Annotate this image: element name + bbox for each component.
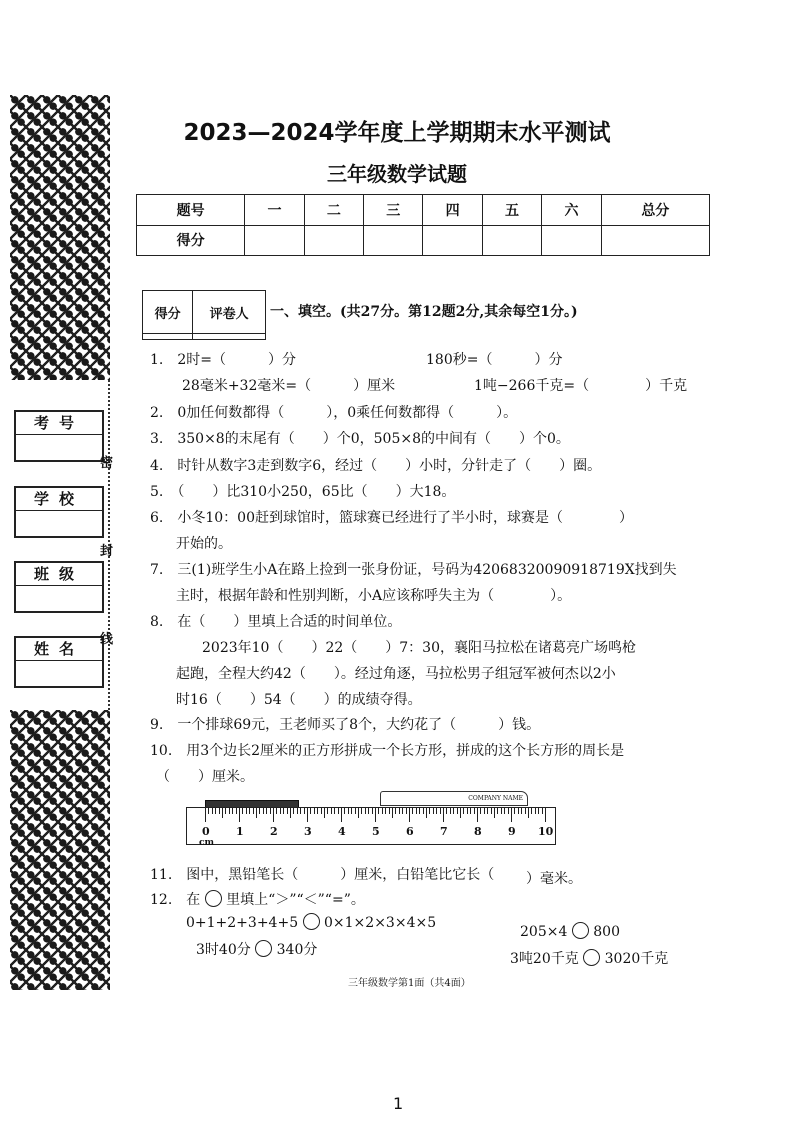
ruler-tick bbox=[263, 808, 264, 814]
ruler-tick bbox=[249, 808, 250, 814]
score-input-cell[interactable] bbox=[482, 225, 541, 256]
ruler-tick bbox=[487, 808, 488, 814]
ruler-tick bbox=[494, 808, 495, 818]
score-table-header-row bbox=[137, 195, 710, 226]
score-input-cell[interactable] bbox=[542, 225, 601, 256]
ruler-tick bbox=[351, 808, 352, 814]
ruler-tick bbox=[440, 808, 441, 814]
ruler-tick bbox=[542, 808, 543, 814]
ruler-tick bbox=[355, 808, 356, 814]
exam-number-label: 考号 bbox=[16, 412, 102, 435]
ruler-tick bbox=[480, 808, 481, 814]
ruler-tick bbox=[368, 808, 369, 814]
seal-char-mi: 密 bbox=[100, 456, 114, 471]
compare-4-right: 3020千克 bbox=[604, 951, 669, 967]
ruler-tick bbox=[508, 808, 509, 814]
seal-char-xian: 线 bbox=[100, 632, 114, 647]
compare-3 bbox=[196, 939, 317, 959]
ruler-tick bbox=[545, 808, 546, 822]
ruler-tick bbox=[287, 808, 288, 814]
score-table-cell: 一 bbox=[245, 195, 304, 226]
ruler-tick bbox=[484, 808, 485, 814]
binding-pattern-bottom bbox=[10, 710, 110, 990]
question-8a: 2023年10（ ）22（ ）7：30，襄阳马拉松在诸葛亮广场鸣枪 bbox=[202, 640, 636, 656]
grader-score-label: 得分 bbox=[143, 291, 193, 334]
ruler-tick bbox=[535, 808, 536, 814]
question-6b: 开始的。 bbox=[176, 536, 232, 552]
ruler-tick bbox=[531, 808, 532, 814]
score-input-cell[interactable] bbox=[364, 225, 423, 256]
ruler-tick bbox=[283, 808, 284, 814]
ruler-label: 1 bbox=[236, 825, 244, 838]
compare-4 bbox=[510, 948, 668, 968]
page-info: 三年级数学第1面（共4面） bbox=[348, 978, 471, 989]
ruler-tick bbox=[457, 808, 458, 814]
question-7a: 7. 三(1)班学生小A在路上捡到一张身份证，号码为42068320090918719X找到失 bbox=[150, 562, 677, 578]
question-8b: 起跑，全程大约42（ ）。经过角逐，马拉松男子组冠军被何杰以2小 bbox=[176, 666, 616, 682]
question-1a: 1. 2时=（ ）分 bbox=[150, 352, 296, 368]
ruler-tick bbox=[253, 808, 254, 814]
question-8c: 时16（ ）54（ ）的成绩夺得。 bbox=[176, 692, 422, 708]
question-12-prefix: 12. 在 bbox=[150, 892, 201, 908]
ruler-tick bbox=[273, 808, 274, 822]
grader-score-cell[interactable] bbox=[143, 334, 193, 340]
ruler-tick bbox=[477, 808, 478, 822]
compare-1 bbox=[186, 913, 436, 931]
score-table bbox=[136, 194, 710, 256]
ruler-tick bbox=[514, 808, 515, 814]
ruler-tick bbox=[382, 808, 383, 814]
ruler-tick bbox=[378, 808, 379, 814]
name-label: 姓名 bbox=[16, 638, 102, 661]
ruler-tick bbox=[348, 808, 349, 814]
ruler-label: 0 bbox=[202, 825, 210, 838]
ruler-tick bbox=[317, 808, 318, 814]
score-input-cell[interactable] bbox=[245, 225, 304, 256]
ruler-tick bbox=[321, 808, 322, 814]
ruler-tick bbox=[375, 808, 376, 822]
ruler-tick bbox=[385, 808, 386, 814]
pencil-brand-text: COMPANY NAME bbox=[468, 795, 523, 802]
compare-1-left: 0+1+2+3+4+5 bbox=[186, 915, 299, 931]
class-box[interactable] bbox=[14, 561, 104, 613]
compare-4-circle[interactable] bbox=[583, 949, 600, 966]
ruler-tick bbox=[239, 808, 240, 822]
score-input-cell[interactable] bbox=[423, 225, 482, 256]
score-table-cell: 四 bbox=[423, 195, 482, 226]
compare-3-circle[interactable] bbox=[255, 940, 272, 957]
ruler-tick bbox=[229, 808, 230, 814]
ruler-label: 3 bbox=[304, 825, 312, 838]
ruler-tick bbox=[416, 808, 417, 814]
question-10b: （ ）厘米。 bbox=[156, 769, 254, 785]
ruler-label: 2 bbox=[270, 825, 278, 838]
ruler-tick bbox=[331, 808, 332, 814]
ruler-tick bbox=[525, 808, 526, 814]
ruler-tick bbox=[338, 808, 339, 814]
compare-4-left: 3吨20千克 bbox=[510, 951, 579, 967]
exam-title: 2023—2024学年度上学期期末水平测试 bbox=[183, 120, 611, 146]
ruler-tick bbox=[450, 808, 451, 814]
ruler-tick bbox=[344, 808, 345, 814]
seal-char-feng: 封 bbox=[100, 544, 114, 559]
question-10a: 10. 用3个边长2厘米的正方形拼成一个长方形，拼成的这个长方形的周长是 bbox=[150, 743, 625, 759]
ruler-tick bbox=[310, 808, 311, 814]
ruler-label: 5 bbox=[372, 825, 380, 838]
ruler-tick bbox=[324, 808, 325, 818]
score-row-label: 得分 bbox=[137, 225, 245, 256]
ruler-tick bbox=[266, 808, 267, 814]
question-6a: 6. 小冬10：00赶到球馆时，篮球赛已经进行了半小时，球赛是（ ） bbox=[150, 510, 633, 526]
ruler-tick bbox=[443, 808, 444, 822]
school-box[interactable] bbox=[14, 486, 104, 538]
ruler-tick bbox=[423, 808, 424, 814]
ruler-tick bbox=[225, 808, 226, 814]
score-table-cell: 题号 bbox=[137, 195, 245, 226]
ruler-tick bbox=[446, 808, 447, 814]
ruler bbox=[186, 807, 556, 848]
question-5: 5. （ ）比310小250，65比（ ）大18。 bbox=[150, 484, 456, 500]
ruler-tick bbox=[208, 808, 209, 814]
question-12-suffix: 里填上“＞”“＜”“=”。 bbox=[226, 892, 365, 908]
ruler-tick bbox=[436, 808, 437, 814]
ruler-tick bbox=[538, 808, 539, 814]
ruler-tick bbox=[327, 808, 328, 814]
compare-3-left: 3时40分 bbox=[196, 942, 251, 958]
question-1c: 28毫米+32毫米=（ ）厘米 bbox=[182, 378, 396, 394]
ruler-tick bbox=[412, 808, 413, 814]
compare-1-right: 0×1×2×3×4×5 bbox=[324, 915, 437, 931]
question-7b: 主时，根据年龄和性别判断，小A应该称呼失主为（ ）。 bbox=[176, 588, 572, 604]
ruler-tick bbox=[395, 808, 396, 814]
ruler-tick bbox=[528, 808, 529, 818]
question-4: 4. 时针从数字3走到数字6，经过（ ）小时，分针走了（ ）圈。 bbox=[150, 458, 602, 474]
ruler-tick bbox=[205, 808, 206, 822]
ruler-unit-label: cm bbox=[199, 838, 215, 848]
ruler-tick bbox=[361, 808, 362, 814]
ruler-tick bbox=[402, 808, 403, 814]
ruler-tick bbox=[293, 808, 294, 814]
ruler-tick bbox=[521, 808, 522, 814]
ruler-tick bbox=[372, 808, 373, 814]
class-label: 班级 bbox=[16, 563, 102, 586]
score-table-cell: 总分 bbox=[601, 195, 709, 226]
ruler-tick bbox=[389, 808, 390, 814]
ruler-label: 6 bbox=[406, 825, 414, 838]
ruler-tick bbox=[504, 808, 505, 814]
section-heading: 一、填空。(共27分。第12题2分,其余每空1分。) bbox=[270, 304, 578, 320]
ruler-tick bbox=[290, 808, 291, 818]
compare-3-right: 340分 bbox=[276, 942, 318, 958]
ruler-tick bbox=[426, 808, 427, 818]
ruler-tick bbox=[300, 808, 301, 814]
ruler-tick bbox=[222, 808, 223, 818]
ruler-tick bbox=[463, 808, 464, 814]
ruler-tick bbox=[212, 808, 213, 814]
ruler-tick bbox=[236, 808, 237, 814]
compare-2 bbox=[520, 922, 620, 940]
question-2: 2. 0加任何数都得（ ），0乘任何数都得（ ）。 bbox=[150, 405, 518, 421]
ruler-tick bbox=[501, 808, 502, 814]
score-table-cell: 六 bbox=[542, 195, 601, 226]
ruler-label: 10 bbox=[538, 825, 554, 838]
white-pencil bbox=[380, 791, 528, 806]
grader-name-cell[interactable] bbox=[193, 334, 266, 340]
ruler-tick bbox=[304, 808, 305, 814]
ruler-tick bbox=[433, 808, 434, 814]
ruler-tick bbox=[497, 808, 498, 814]
ruler-tick bbox=[518, 808, 519, 814]
ruler-tick bbox=[242, 808, 243, 814]
score-table-cell: 二 bbox=[304, 195, 363, 226]
answer-circle-icon bbox=[205, 890, 222, 907]
ruler-tick bbox=[511, 808, 512, 822]
ruler-tick bbox=[215, 808, 216, 814]
ruler-tick bbox=[307, 808, 308, 822]
grader-table bbox=[142, 290, 266, 340]
ruler-tick bbox=[406, 808, 407, 814]
ruler-tick bbox=[399, 808, 400, 814]
ruler-tick bbox=[419, 808, 420, 814]
ruler-tick bbox=[276, 808, 277, 814]
ruler-tick bbox=[358, 808, 359, 818]
score-table-score-row bbox=[137, 225, 710, 256]
ruler-tick bbox=[453, 808, 454, 814]
ruler-tick bbox=[246, 808, 247, 814]
question-8: 8. 在（ ）里填上合适的时间单位。 bbox=[150, 614, 402, 630]
ruler-tick bbox=[256, 808, 257, 818]
score-table-cell: 三 bbox=[364, 195, 423, 226]
ruler-tick bbox=[470, 808, 471, 814]
ruler-tick bbox=[341, 808, 342, 822]
ruler-tick bbox=[491, 808, 492, 814]
ruler-tick bbox=[392, 808, 393, 818]
ruler-tick bbox=[409, 808, 410, 822]
ruler-label: 9 bbox=[508, 825, 516, 838]
ruler-tick bbox=[219, 808, 220, 814]
ruler-label: 7 bbox=[440, 825, 448, 838]
ruler-tick bbox=[297, 808, 298, 814]
question-12 bbox=[150, 889, 365, 909]
page-number: 1 bbox=[393, 1094, 404, 1113]
question-1b: 180秒=（ ）分 bbox=[426, 352, 563, 368]
compare-1-circle[interactable] bbox=[303, 913, 320, 930]
ruler-tick bbox=[334, 808, 335, 814]
question-11a: 11. 图中，黑铅笔长（ ）厘米，白铅笔比它长（ bbox=[150, 867, 495, 883]
ruler-tick bbox=[365, 808, 366, 814]
score-input-cell[interactable] bbox=[601, 225, 709, 256]
score-table-cell: 五 bbox=[482, 195, 541, 226]
ruler-tick bbox=[460, 808, 461, 818]
ruler-label: 4 bbox=[338, 825, 346, 838]
ruler-tick bbox=[280, 808, 281, 814]
question-9: 9. 一个排球69元，王老师买了8个，大约花了（ ）钱。 bbox=[150, 717, 541, 733]
compare-2-circle[interactable] bbox=[572, 922, 589, 939]
ruler-label: 8 bbox=[474, 825, 482, 838]
ruler-tick bbox=[232, 808, 233, 814]
score-input-cell[interactable] bbox=[304, 225, 363, 256]
name-box[interactable] bbox=[14, 636, 104, 688]
compare-2-left: 205×4 bbox=[520, 924, 568, 940]
school-label: 学校 bbox=[16, 488, 102, 511]
question-3: 3. 350×8的末尾有（ ）个0，505×8的中间有（ ）个0。 bbox=[150, 431, 570, 447]
ruler-tick bbox=[314, 808, 315, 814]
ruler-tick bbox=[270, 808, 271, 814]
compare-2-right: 800 bbox=[593, 924, 620, 940]
ruler-tick bbox=[259, 808, 260, 814]
exam-subtitle: 三年级数学试题 bbox=[327, 162, 467, 186]
ruler-tick bbox=[429, 808, 430, 814]
exam-number-box[interactable] bbox=[14, 410, 104, 462]
question-11b: ）毫米。 bbox=[526, 871, 582, 887]
grader-name-label: 评卷人 bbox=[193, 291, 266, 334]
ruler-tick bbox=[474, 808, 475, 814]
question-1d: 1吨−266千克=（ ）千克 bbox=[474, 378, 688, 394]
ruler-tick bbox=[467, 808, 468, 814]
